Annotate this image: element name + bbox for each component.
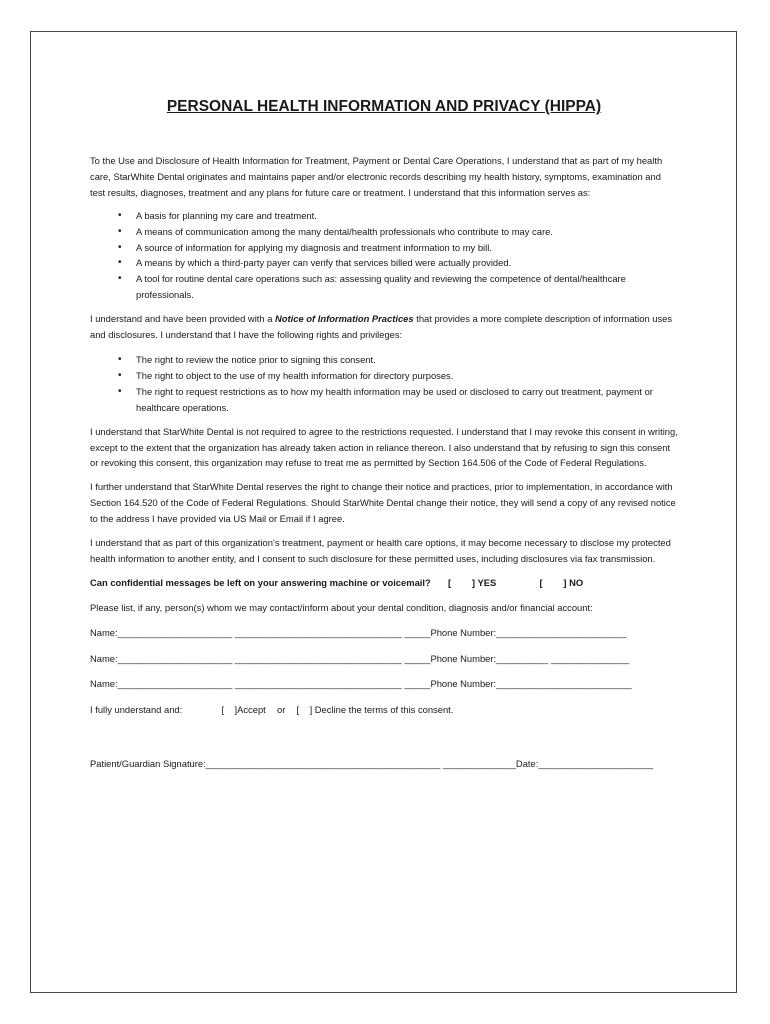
list-item: • The right to object to the use of my health information for directory purposes.: [136, 368, 678, 384]
signature-date-line[interactable]: Patient/Guardian Signature:_____________________________________________ ______________Date:______________________: [90, 758, 654, 770]
voicemail-question: [90, 575, 678, 591]
consent-lead-text: I fully understand and:: [90, 704, 183, 716]
notice-post-text: that provides a more complete description of information uses and disclosures. I understand that I have the following rights and privileges:: [90, 313, 673, 341]
serves-as-list: [90, 208, 678, 303]
or-text: or: [276, 704, 286, 716]
document-page: [30, 31, 737, 993]
list-item: • The right to review the notice prior to signing this consent.: [136, 352, 678, 368]
list-item: • A source of information for applying my diagnosis and treatment information to my bill.: [136, 240, 678, 256]
change-notice-paragraph: I further understand that StarWhite Dental reserves the right to change their notice and practices, prior to implementation, in accordance with Section 164.520 of the Code of Federal Regulations. Should StarWhite Dental change their notice, they will send a copy of any revised notice to the address I have provided via US Mail or Email if I agree.: [90, 481, 676, 525]
rights-list: [90, 352, 678, 416]
contact-field-2[interactable]: Name:______________________ ________________________________ _____Phone Number:__________ _______________: [90, 652, 630, 664]
contact-field-3[interactable]: Name:______________________ ________________________________ _____Phone Number:__________________________: [90, 678, 632, 690]
contact-field-1[interactable]: Name:______________________ ________________________________ _____Phone Number:_________________________: [90, 626, 627, 638]
notice-pre-text: I understand and have been provided with a: [90, 313, 276, 325]
notice-paragraph: [90, 311, 678, 343]
decline-checkbox[interactable]: [ ] Decline the terms of this consent.: [296, 704, 454, 716]
yes-checkbox[interactable]: [ ] YES: [447, 576, 497, 588]
list-item: • The right to request restrictions as to how my health information may be used or disclosed to carry out treatment, payment or healthcare operations.: [136, 384, 678, 416]
no-checkbox[interactable]: [ ] NO: [539, 576, 584, 588]
list-item: • A tool for routine dental care operations such as: assessing quality and reviewing the competence of dental/healthcare professionals.: [136, 271, 678, 303]
intro-paragraph: To the Use and Disclosure of Health Information for Treatment, Payment or Dental Care Operations, I understand that as part of my health care, StarWhite Dental originates and maintains paper and/or electronic records describing my health history, symptoms, examination and test results, diagnoses, treatment and any plans for future care or treatment. I understand that this information serves as:: [90, 155, 663, 198]
notice-title: Notice of Information Practices: [275, 313, 414, 325]
document-content: [90, 98, 678, 772]
document-title: PERSONAL HEALTH INFORMATION AND PRIVACY (HIPPA): [166, 98, 602, 115]
list-item: • A means of communication among the many dental/health professionals who contribute to may care.: [136, 224, 678, 240]
consent-choice-line: [90, 702, 678, 718]
restrictions-paragraph: I understand that StarWhite Dental is not required to agree to the restrictions requested. I understand that I may revoke this consent in writing, except to the extent that the organization has already taken action in reliance thereon. I also understand that by refusing to sign this consent or revoking this consent, this organization may refuse to treat me as permitted by Section 164.506 of the Code of Federal Regulations.: [90, 425, 678, 469]
accept-checkbox[interactable]: [ ]Accept: [221, 704, 266, 716]
list-item: • A basis for planning my care and treatment.: [136, 208, 678, 224]
contact-instructions: Please list, if any, person(s) whom we may contact/inform about your dental condition, diagnosis and/or financial account:: [90, 601, 593, 613]
list-item: • A means by which a third-party payer can verify that services billed were actually provided.: [136, 255, 678, 271]
voicemail-question-text: Can confidential messages be left on your answering machine or voicemail?: [90, 576, 431, 588]
fax-disclosure-paragraph: I understand that as part of this organization’s treatment, payment or health care options, it may become necessary to disclose my protected health information to another entity, and I consent to such disclosure for these permitted uses, including disclosures via fax transmission.: [90, 537, 671, 564]
